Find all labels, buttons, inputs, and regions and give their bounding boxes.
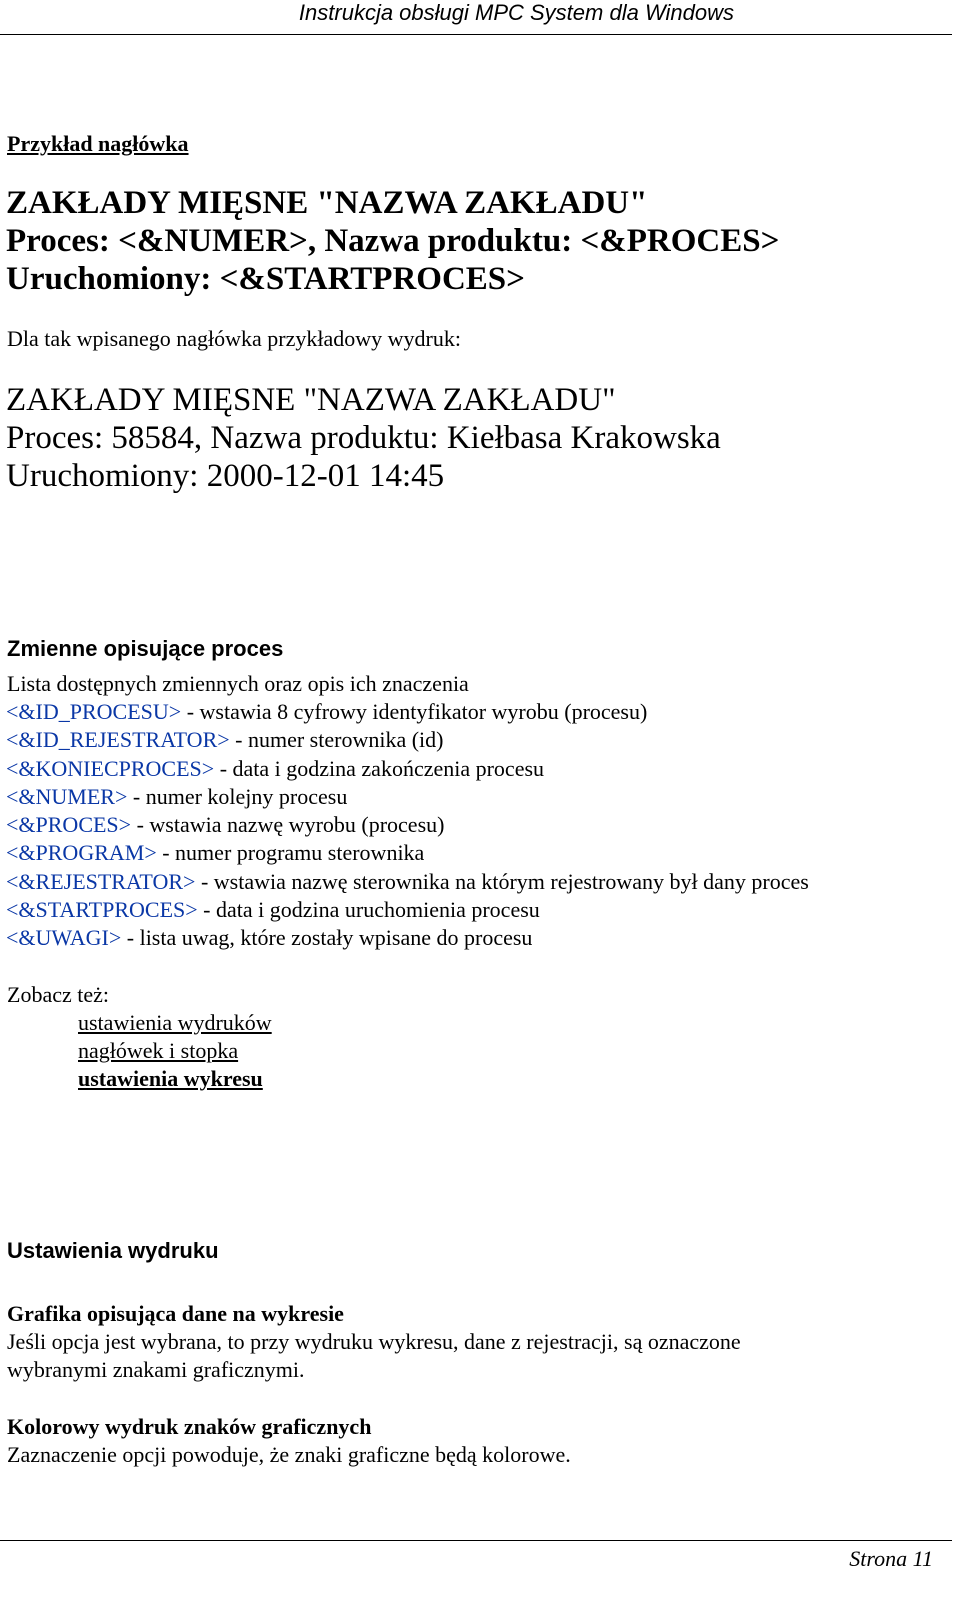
variables-heading: Zmienne opisujące proces <box>7 636 284 661</box>
variable-name: <&KONIECPROCES> <box>6 755 215 781</box>
variable-name: <&PROGRAM> <box>6 840 157 866</box>
variable-description: - numer sterownika (id) <box>229 727 444 753</box>
variables-intro: Lista dostępnych zmiennych oraz opis ich znaczenia <box>7 671 469 696</box>
variable-row <box>6 755 809 783</box>
link-header-footer[interactable]: nagłówek i stopka <box>78 1038 239 1063</box>
output-line: Uruchomiony: 2000-12-01 14:45 <box>6 458 445 494</box>
page-footer <box>0 1540 952 1541</box>
variable-row <box>6 896 809 924</box>
variable-row <box>6 698 809 726</box>
variable-name: <&NUMER> <box>6 783 128 809</box>
variable-row <box>6 868 809 896</box>
variable-name: <&ID_REJESTRATOR> <box>6 727 230 753</box>
variable-row <box>6 811 809 839</box>
variable-name: <&STARTPROCES> <box>6 897 198 923</box>
variable-description: - numer programu sterownika <box>156 840 425 866</box>
variable-description: - data i godzina zakończenia procesu <box>214 755 545 781</box>
variable-name: <&UWAGI> <box>6 925 122 951</box>
template-line: Proces: <&NUMER>, Nazwa produktu: <&PROCES> <box>6 223 780 259</box>
template-line: Uruchomiony: <&STARTPROCES> <box>6 261 525 297</box>
print-settings-heading: Ustawienia wydruku <box>7 1238 219 1263</box>
variable-row <box>6 783 809 811</box>
option-description: Jeśli opcja jest wybrana, to przy wydruku wykresu, dane z rejestracji, są oznaczone <box>7 1329 741 1354</box>
output-line: ZAKŁADY MIĘSNE "NAZWA ZAKŁADU" <box>6 382 616 418</box>
option-description: Zaznaczenie opcji powoduje, że znaki graficzne będą kolorowe. <box>7 1442 571 1467</box>
example-caption: Przykład nagłówka <box>7 131 189 156</box>
variable-row <box>6 839 809 867</box>
variable-description: - numer kolejny procesu <box>127 783 348 809</box>
variable-name: <&REJESTRATOR> <box>6 868 196 894</box>
variable-description: - wstawia 8 cyfrowy identyfikator wyrobu (procesu) <box>181 699 648 724</box>
option-title: Grafika opisująca dane na wykresie <box>7 1301 344 1326</box>
output-line: Proces: 58584, Nazwa produktu: Kiełbasa Krakowska <box>6 420 721 456</box>
see-also-label: Zobacz też: <box>7 982 109 1007</box>
variable-list <box>6 698 809 953</box>
variable-name: <&ID_PROCESU> <box>6 699 182 724</box>
link-chart-settings[interactable]: ustawienia wykresu <box>78 1066 263 1091</box>
variable-description: - lista uwag, które zostały wpisane do procesu <box>121 925 533 951</box>
template-line: ZAKŁADY MIĘSNE "NAZWA ZAKŁADU" <box>6 185 648 221</box>
document-title: Instrukcja obsługi MPC System dla Windows <box>298 0 734 25</box>
option-description: wybranymi znakami graficznymi. <box>7 1357 305 1382</box>
page-number: Strona 11 <box>849 1546 933 1571</box>
variable-row <box>6 726 809 754</box>
variable-description: - wstawia nazwę sterownika na którym rejestrowany był dany proces <box>195 868 809 894</box>
variable-row <box>6 924 809 952</box>
link-print-settings[interactable]: ustawienia wydruków <box>78 1010 272 1035</box>
variable-description: - data i godzina uruchomienia procesu <box>197 897 540 923</box>
variable-description: - wstawia nazwę wyrobu (procesu) <box>131 812 445 838</box>
example-intro: Dla tak wpisanego nagłówka przykładowy wydruk: <box>7 326 461 351</box>
option-title: Kolorowy wydruk znaków graficznych <box>7 1414 372 1439</box>
variable-name: <&PROCES> <box>6 812 132 838</box>
